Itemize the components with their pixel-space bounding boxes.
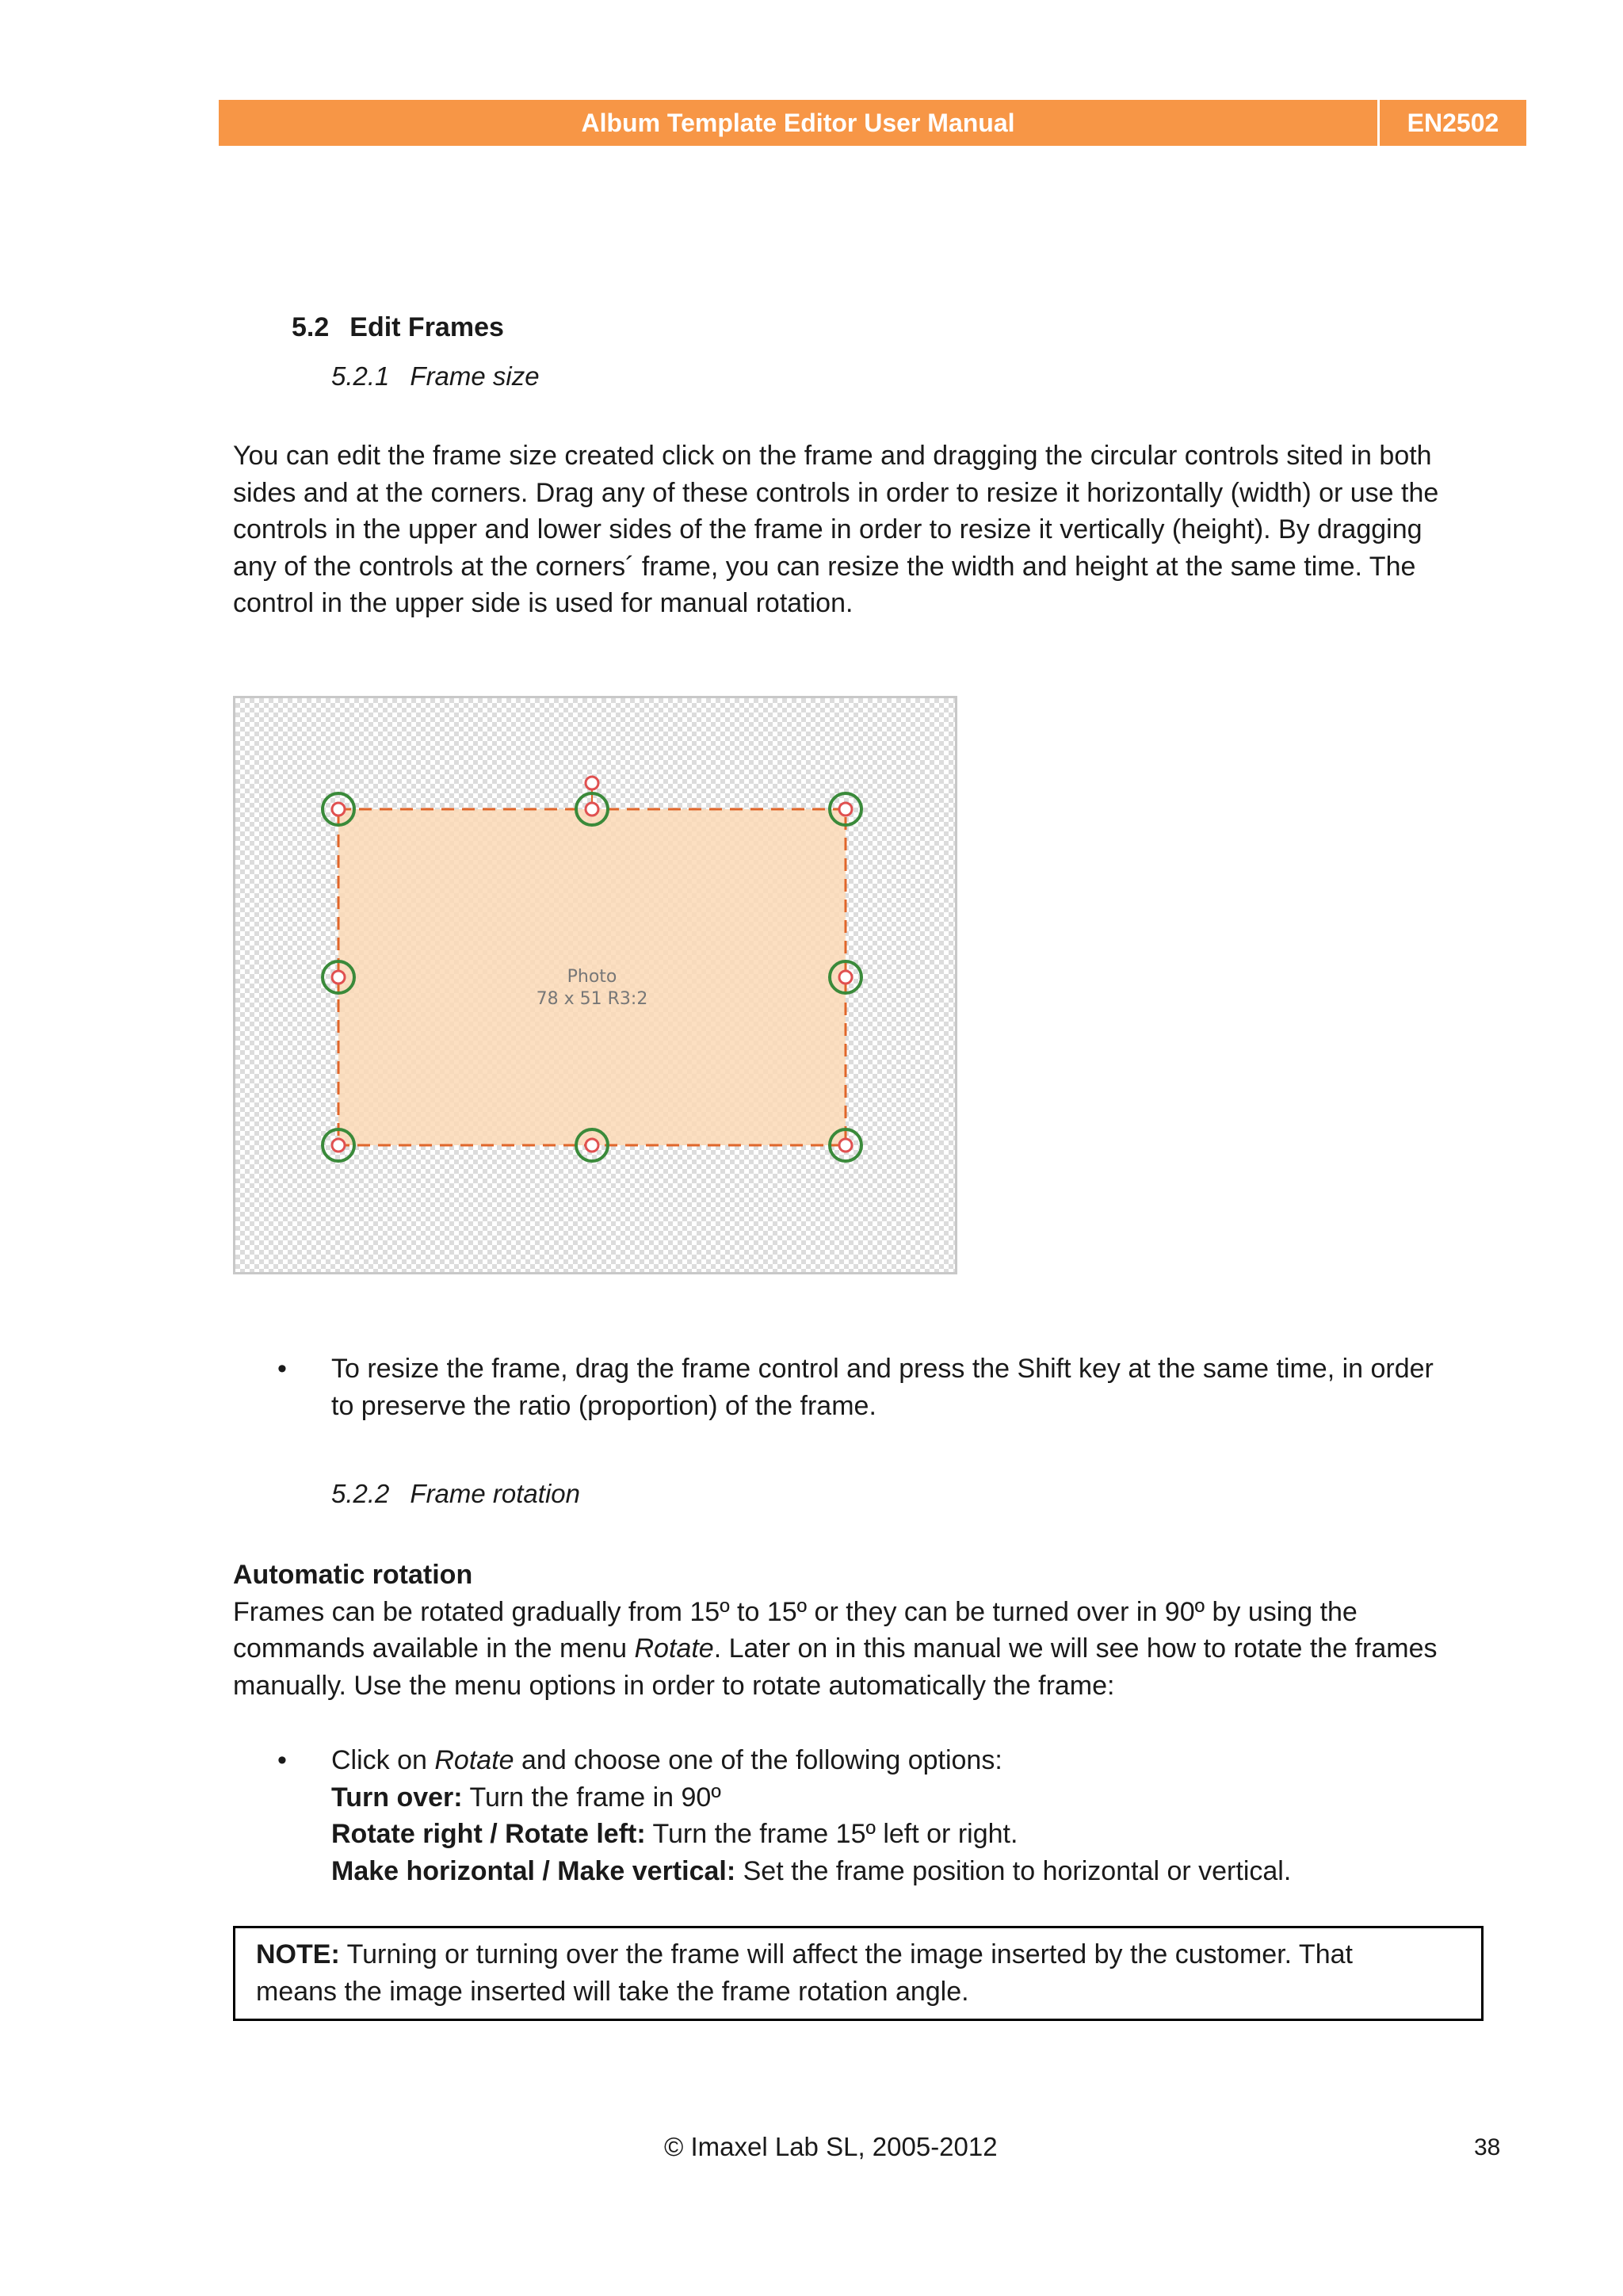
paragraph-line: control in the upper side is used for manual rotation. <box>233 588 854 618</box>
option-make-horizontal-vertical: Make horizontal / Make vertical: Set the frame position to horizontal or vertical. <box>331 1855 1292 1886</box>
paragraph-line: manually. Use the menu options in order to rotate automatically the frame: <box>233 1670 1115 1701</box>
note-line: NOTE: Turning or turning over the frame will affect the image inserted by the customer. That <box>256 1939 1353 1969</box>
footer-copyright: © Imaxel Lab SL, 2005-2012 <box>664 2132 998 2161</box>
paragraph-line: sides and at the corners. Drag any of these controls in order to resize it horizontally (width) or use the <box>233 477 1439 508</box>
frame-label-type: Photo <box>567 967 617 987</box>
paragraph-line: any of the controls at the corners´ frame, you can resize the width and height at the same time. The <box>233 551 1416 582</box>
frame-illustration <box>235 698 955 1272</box>
page-number: 38 <box>1474 2134 1501 2160</box>
note-label: NOTE: <box>256 1939 340 1969</box>
manual-title: Album Template Editor User Manual <box>219 100 1380 146</box>
automatic-rotation-section <box>233 1557 1501 1704</box>
document-code: EN2502 <box>1407 108 1499 137</box>
section-title: Edit Frames <box>349 312 504 342</box>
bullet-line: Click on Rotate and choose one of the following options: <box>331 1745 1002 1775</box>
section-heading <box>292 312 504 343</box>
rotation-handle[interactable] <box>586 777 598 789</box>
subsection-title: Frame size <box>410 361 540 391</box>
menu-rotate-reference: Rotate <box>434 1745 514 1775</box>
bullet-marker: • <box>277 1745 287 1775</box>
header-bar <box>219 100 1526 146</box>
paragraph-line: controls in the upper and lower sides of the frame in order to resize it vertically (height). By dragging <box>233 514 1423 544</box>
shift-resize-bullet <box>277 1350 1514 1424</box>
bullet-line: To resize the frame, drag the frame control and press the Shift key at the same time, in order <box>331 1354 1434 1384</box>
paragraph-line: You can edit the frame size created click on the frame and dragging the circular controls sited in both <box>233 441 1432 471</box>
subsection-number: 5.2.1 <box>331 361 390 391</box>
paragraph-line: commands available in the menu Rotate. Later on in this manual we will see how to rotate the frames <box>233 1633 1438 1664</box>
subsection-number: 5.2.2 <box>331 1479 390 1508</box>
subsection-title: Frame rotation <box>410 1479 580 1508</box>
option-turn-over: Turn over: Turn the frame in 90º <box>331 1782 721 1813</box>
note-line: means the image inserted will take the frame rotation angle. <box>256 1976 969 2007</box>
option-rotate-right-left: Rotate right / Rotate left: Turn the frame 15º left or right. <box>331 1819 1018 1849</box>
bullet-marker: • <box>277 1354 287 1384</box>
bullet-line: to preserve the ratio (proportion) of the frame. <box>331 1390 876 1421</box>
paragraph-line: Frames can be rotated gradually from 15º to 15º or they can be turned over in 90º by using the <box>233 1596 1358 1627</box>
frame-label-size: 78 x 51 R3:2 <box>536 989 648 1009</box>
frame-resize-figure <box>233 696 957 1274</box>
automatic-rotation-heading: Automatic rotation <box>233 1560 473 1590</box>
frame-size-paragraph <box>233 437 1501 622</box>
menu-rotate-reference: Rotate <box>634 1633 714 1664</box>
subsection-heading-frame-size <box>331 361 540 392</box>
rotate-options-bullet <box>277 1742 1514 1889</box>
subsection-heading-frame-rotation <box>331 1479 580 1509</box>
section-number: 5.2 <box>292 312 330 342</box>
note-box <box>233 1926 1484 2021</box>
